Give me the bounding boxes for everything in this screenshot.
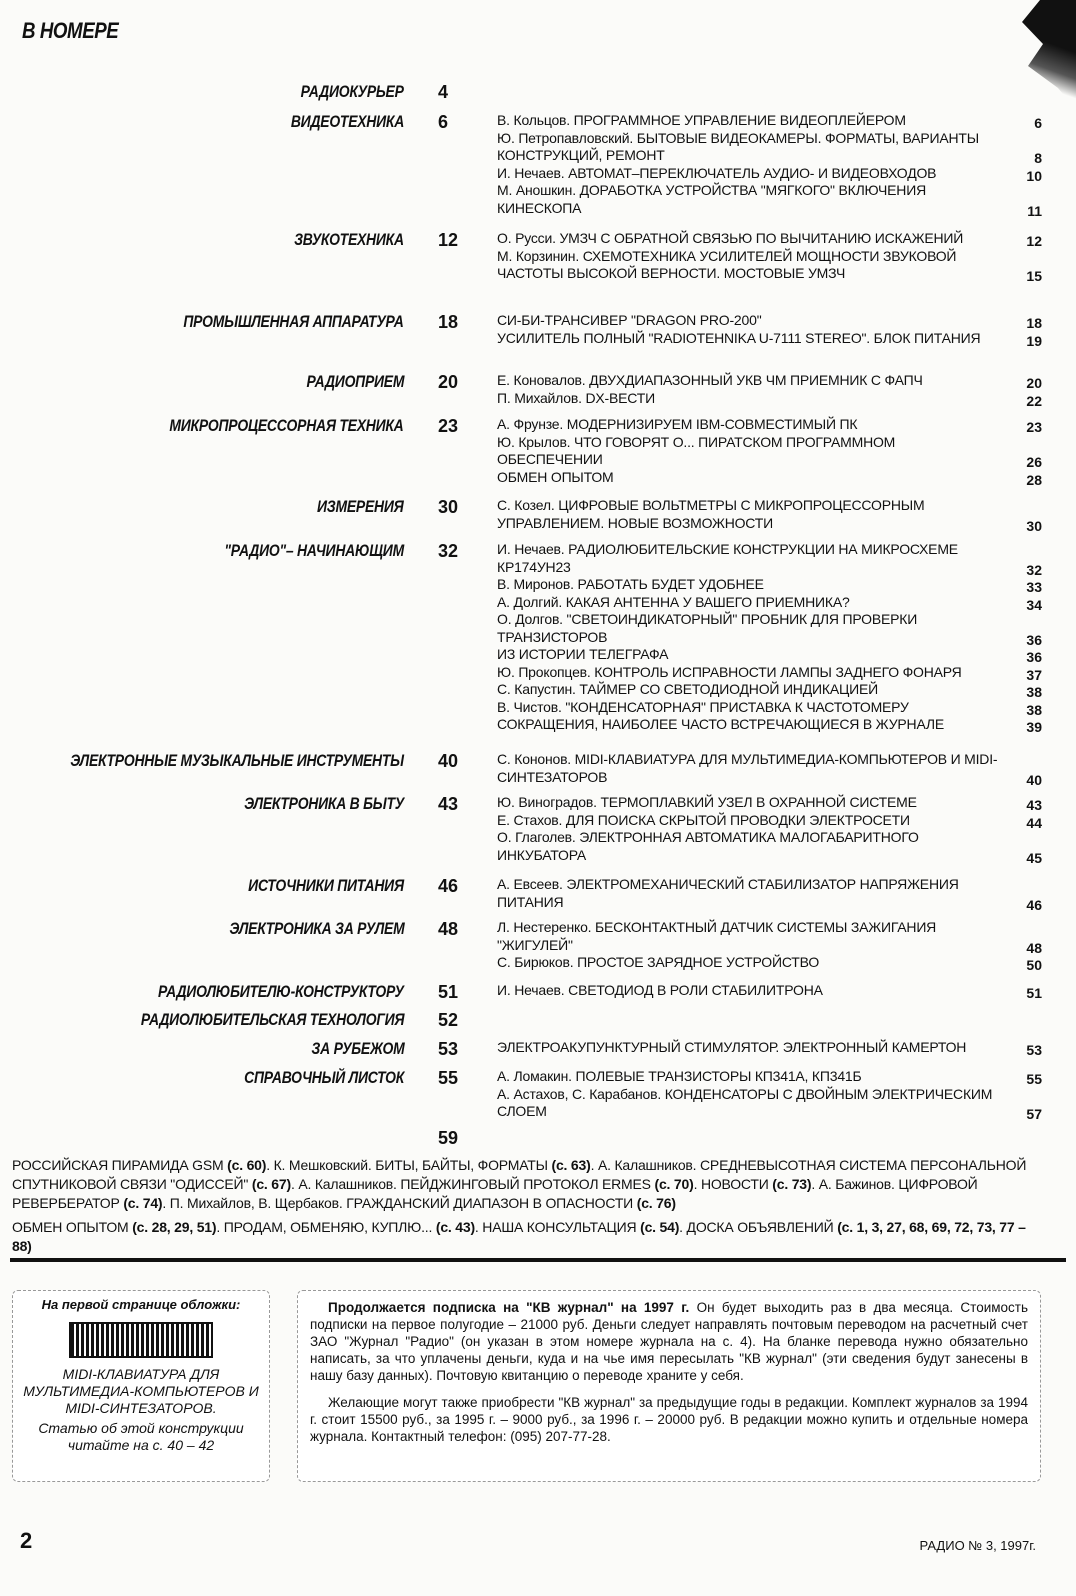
entry-page: 28 bbox=[1026, 471, 1042, 488]
entry-page: 20 bbox=[1026, 375, 1042, 391]
entry-page: 26 bbox=[1026, 454, 1042, 470]
section-page: 12 bbox=[438, 230, 459, 250]
toc-entry bbox=[497, 165, 1042, 183]
entry-page: 11 bbox=[1027, 202, 1042, 219]
midi-keyboard-image bbox=[69, 1322, 213, 1358]
entry-title: И. Нечаев. РАДИОЛЮБИТЕЛЬСКИЕ КОНСТРУКЦИИ НА МИКРОСХЕМЕ КР174УН23 bbox=[497, 541, 958, 575]
section-page: 53 bbox=[438, 1039, 459, 1059]
toc-entry bbox=[497, 434, 1042, 469]
entry-page: 15 bbox=[1026, 268, 1042, 284]
toc-entry bbox=[497, 416, 1042, 434]
toc-entry bbox=[497, 794, 1042, 812]
entry-page: 43 bbox=[1026, 797, 1042, 813]
entry-title: ИЗ ИСТОРИИ ТЕЛЕГРАФА bbox=[497, 646, 669, 662]
section-title: ЭЛЕКТРОННЫЕ МУЗЫКАЛЬНЫЕ ИНСТРУМЕНТЫ bbox=[70, 751, 404, 770]
entry-title: СИ-БИ-ТРАНСИВЕР "DRAGON PRO-200" bbox=[497, 312, 762, 328]
entry-title: П. Михайлов. DX-ВЕСТИ bbox=[497, 389, 655, 406]
section-page: 6 bbox=[438, 112, 449, 132]
article-text: РОССИЙСКАЯ ПИРАМИДА GSM bbox=[12, 1157, 228, 1173]
entry-title: О. Долгов. "СВЕТОИНДИКАТОРНЫЙ" ПРОБНИК ДЛЯ ПРОВЕРКИ ТРАНЗИСТОРОВ bbox=[497, 611, 918, 645]
divider-rule bbox=[10, 1258, 1066, 1262]
entry-title: М. Корзинин. СХЕМОТЕХНИКА УСИЛИТЕЛЕЙ МОЩНОСТИ ЗВУКОВОЙ ЧАСТОТЫ ВЫСОКОЙ ВЕРНОСТИ. МОСТОВЫЕ УМЗЧ bbox=[497, 247, 957, 281]
cover-box-title: На первой странице обложки: bbox=[41, 1297, 241, 1312]
entry-page: 12 bbox=[1026, 233, 1042, 249]
page-reference: (с. 70) bbox=[654, 1176, 694, 1192]
section-page: 4 bbox=[438, 82, 449, 102]
entry-page: 46 bbox=[1026, 896, 1042, 913]
entry-title: С. Бирюков. ПРОСТОЕ ЗАРЯДНОЕ УСТРОЙСТВО bbox=[497, 954, 820, 970]
entry-page: 55 bbox=[1026, 1071, 1042, 1087]
toc-entry bbox=[497, 982, 1042, 1000]
page-reference: (с. 1, 3, 27, 68, 69, 72, 73, 77 – 88) bbox=[12, 1219, 1026, 1254]
entry-title: В. Чистов. "КОНДЕНСАТОРНАЯ" ПРИСТАВКА К ЧАСТОТОМЕРУ bbox=[497, 698, 909, 715]
toc-entry bbox=[497, 497, 1042, 532]
entry-title: Е. Коновалов. ДВУХДИАПАЗОННЫЙ УКВ ЧМ ПРИЕМНИК С ФАПЧ bbox=[497, 372, 923, 388]
entry-page: 45 bbox=[1026, 849, 1042, 866]
entry-page: 34 bbox=[1026, 596, 1042, 613]
entry-title: Л. Нестеренко. БЕСКОНТАКТНЫЙ ДАТЧИК СИСТЕМЫ ЗАЖИГАНИЯ "ЖИГУЛЕЙ" bbox=[497, 919, 937, 953]
entry-title: Е. Стахов. ДЛЯ ПОИСКА СКРЫТОЙ ПРОВОДКИ ЭЛЕКТРОСЕТИ bbox=[497, 811, 910, 828]
article-text: . А. Бажинов. ЦИФРОВОЙ РЕВЕРБЕРАТОР bbox=[12, 1176, 978, 1211]
section-page: 40 bbox=[438, 751, 459, 771]
entry-page: 8 bbox=[1034, 150, 1042, 166]
toc-entry bbox=[497, 182, 1042, 217]
article-text: . ПРОДАМ, ОБМЕНЯЮ, КУПЛЮ... bbox=[216, 1219, 436, 1235]
entry-page: 6 bbox=[1034, 115, 1042, 131]
misc-articles-2 bbox=[12, 1218, 1042, 1256]
entry-page: 33 bbox=[1026, 579, 1042, 595]
section-title: ПРОМЫШЛЕННАЯ АППАРАТУРА bbox=[183, 312, 404, 331]
section-title: РАДИОПРИЕМ bbox=[306, 372, 404, 391]
cover-info-box bbox=[12, 1290, 270, 1482]
entry-title: Ю. Прокопцев. КОНТРОЛЬ ИСПРАВНОСТИ ЛАМПЫ ЗАДНЕГО ФОНАРЯ bbox=[497, 663, 962, 680]
entry-title: ЭЛЕКТРОАКУПУНКТУРНЫЙ СТИМУЛЯТОР. ЭЛЕКТРОННЫЙ КАМЕРТОН bbox=[497, 1039, 967, 1055]
entry-title: А. Долгий. КАКАЯ АНТЕННА У ВАШЕГО ПРИЕМНИКА? bbox=[497, 593, 850, 610]
entry-title: О. Русси. УМЗЧ С ОБРАТНОЙ СВЯЗЬЮ ПО ВЫЧИТАНИЮ ИСКАЖЕНИЙ bbox=[497, 230, 964, 246]
section-title: РАДИОКУРЬЕР bbox=[300, 82, 404, 101]
toc-entry bbox=[497, 919, 1042, 954]
entry-page: 22 bbox=[1026, 392, 1042, 409]
entry-title: И. Нечаев. АВТОМАТ–ПЕРЕКЛЮЧАТЕЛЬ АУДИО- И ВИДЕОВХОДОВ bbox=[497, 164, 937, 181]
page-reference: (с. 60) bbox=[227, 1157, 267, 1173]
section-page: 48 bbox=[438, 919, 459, 939]
subscription-text: Он будет выходить раз в два месяца. Стоимость подписки на первое полугодие – 21000 руб. Деньги следует направлять почтовым переводом на расчетный счет ЗАО "Журнал "Радио" (он указан в этом номере журнала на с. 4). На бланке перевода нужно обязательно написать, за что уплачены деньги, куда и на чье имя пересылать "КВ журнал" (эти сведения будут занесены в нашу базу данных). Почтовую квитанцию о переводе храните у себя. bbox=[310, 1300, 1028, 1383]
toc-entry bbox=[497, 541, 1042, 576]
toc-entry bbox=[497, 390, 1042, 408]
entry-page: 53 bbox=[1026, 1042, 1042, 1058]
cover-box-caption: MIDI-КЛАВИАТУРА ДЛЯ МУЛЬТИМЕДИА-КОМПЬЮТЕРОВ И MIDI-СИНТЕЗАТОРОВ. bbox=[23, 1366, 259, 1416]
entry-title: УСИЛИТЕЛЬ ПОЛНЫЙ "RADIOTEHNIKA U-7111 STEREO". БЛОК ПИТАНИЯ bbox=[497, 329, 981, 346]
section-page: 43 bbox=[438, 794, 459, 814]
section-page: 23 bbox=[438, 416, 459, 436]
section-entries bbox=[497, 794, 1042, 864]
entry-title: А. Евсеев. ЭЛЕКТРОМЕХАНИЧЕСКИЙ СТАБИЛИЗАТОР НАПРЯЖЕНИЯ ПИТАНИЯ bbox=[497, 876, 959, 910]
toc-entry bbox=[497, 312, 1042, 330]
entry-page: 50 bbox=[1026, 957, 1042, 973]
entry-title: А. Ломакин. ПОЛЕВЫЕ ТРАНЗИСТОРЫ КП341А, КП341Б bbox=[497, 1068, 862, 1084]
toc-entry bbox=[497, 611, 1042, 646]
article-text: . А. Калашников. СРЕДНЕВЫСОТНАЯ СИСТЕМА ПЕРСОНАЛЬНОЙ СПУТНИКОВОЙ СВЯЗИ "ОДИССЕЙ" bbox=[12, 1157, 1027, 1192]
entry-title: А. Астахов, С. Карабанов. КОНДЕНСАТОРЫ С ДВОЙНЫМ ЭЛЕКТРИЧЕСКИМ СЛОЕМ bbox=[497, 1085, 993, 1119]
entry-title: В. Кольцов. ПРОГРАММНОЕ УПРАВЛЕНИЕ ВИДЕОПЛЕЙЕРОМ bbox=[497, 112, 906, 128]
section-title: ЗА РУБЕЖОМ bbox=[310, 1039, 404, 1058]
section-title: ВИДЕОТЕХНИКА bbox=[290, 112, 404, 131]
issue-label: РАДИО № 3, 1997г. bbox=[919, 1538, 1036, 1553]
section-title: "РАДИО"– НАЧИНАЮЩИМ bbox=[224, 541, 404, 560]
toc-entry bbox=[497, 372, 1042, 390]
toc-entry bbox=[497, 664, 1042, 682]
entry-page: 38 bbox=[1026, 701, 1042, 718]
entry-title: С. Капустин. ТАЙМЕР СО СВЕТОДИОДНОЙ ИНДИКАЦИЕЙ bbox=[497, 681, 878, 697]
misc-articles-1 bbox=[12, 1156, 1042, 1213]
section-title: МИКРОПРОЦЕССОРНАЯ ТЕХНИКА bbox=[169, 416, 404, 435]
section-entries bbox=[497, 112, 1042, 217]
page-reference: (с. 54) bbox=[640, 1219, 680, 1235]
entry-title: О. Глаголев. ЭЛЕКТРОННАЯ АВТОМАТИКА МАЛОГАБАРИТНОГО ИНКУБАТОРА bbox=[497, 829, 919, 863]
entry-page: 51 bbox=[1026, 985, 1042, 1001]
entry-page: 32 bbox=[1026, 561, 1042, 578]
section-entries bbox=[497, 541, 1042, 734]
section-entries bbox=[497, 312, 1042, 347]
toc-entry bbox=[497, 812, 1042, 830]
section-page: 59 bbox=[438, 1128, 459, 1148]
page-reference: (с. 28, 29, 51) bbox=[132, 1219, 217, 1235]
toc-entry bbox=[497, 716, 1042, 734]
entry-title: А. Фрунзе. МОДЕРНИЗИРУЕМ IBM-СОВМЕСТИМЫЙ ПК bbox=[497, 416, 858, 432]
section-page: 32 bbox=[438, 541, 459, 561]
subscription-lead: Продолжается подписка на "КВ журнал" на 1997 г. bbox=[328, 1300, 690, 1315]
entry-title: С. Кононов. MIDI-КЛАВИАТУРА ДЛЯ МУЛЬТИМЕДИА-КОМПЬЮТЕРОВ И MIDI-СИНТЕЗАТОРОВ bbox=[497, 751, 998, 785]
article-text: . НАША КОНСУЛЬТАЦИЯ bbox=[474, 1219, 641, 1235]
page-reference: (с. 43) bbox=[435, 1219, 475, 1235]
section-entries bbox=[497, 1039, 1042, 1057]
toc-entry bbox=[497, 469, 1042, 487]
section-entries bbox=[497, 497, 1042, 532]
toc-entry bbox=[497, 1068, 1042, 1086]
toc-entry bbox=[497, 112, 1042, 130]
entry-page: 38 bbox=[1026, 684, 1042, 700]
page-reference: (с. 67) bbox=[251, 1176, 291, 1192]
entry-page: 37 bbox=[1026, 666, 1042, 683]
section-page: 55 bbox=[438, 1068, 459, 1088]
entry-page: 57 bbox=[1026, 1106, 1042, 1122]
cover-box-note: Статью об этой конструкции читайте на с. 40 – 42 bbox=[38, 1420, 244, 1453]
section-entries bbox=[497, 919, 1042, 972]
entry-page: 23 bbox=[1026, 419, 1042, 435]
page-number: 2 bbox=[20, 1528, 33, 1553]
toc-entry bbox=[497, 876, 1042, 911]
back-issues-text: Желающие могут также приобрести "КВ журнал" за предыдущие годы в редакции. Комплект журналов за 1994 г. стоит 15500 руб., за 1995 г. – 9000 руб., за 1996 г. – 20000 руб. В редакции можно купить и отдельные номера журнала. Контактный телефон: (095) 207-77-28. bbox=[310, 1395, 1028, 1444]
section-title: ЭЛЕКТРОНИКА ЗА РУЛЕМ bbox=[228, 919, 404, 938]
section-entries bbox=[497, 751, 1042, 786]
page-reference: (с. 76) bbox=[636, 1195, 676, 1211]
article-text: ОБМЕН ОПЫТОМ bbox=[12, 1219, 133, 1235]
article-text: . А. Калашников. ПЕЙДЖИНГОВЫЙ ПРОТОКОЛ ERMES bbox=[290, 1176, 655, 1192]
page-reference: (с. 63) bbox=[551, 1157, 591, 1173]
corner-decoration bbox=[1016, 0, 1076, 110]
toc-entry bbox=[497, 576, 1042, 594]
subscription-box bbox=[297, 1290, 1041, 1482]
section-entries bbox=[497, 876, 1042, 911]
entry-title: Ю. Петропавловский. БЫТОВЫЕ ВИДЕОКАМЕРЫ. ФОРМАТЫ, ВАРИАНТЫ КОНСТРУКЦИЙ, РЕМОНТ bbox=[497, 129, 979, 163]
toc-entry bbox=[497, 699, 1042, 717]
section-page: 46 bbox=[438, 876, 459, 896]
section-title: ЭЛЕКТРОНИКА В БЫТУ bbox=[244, 794, 404, 813]
section-entries bbox=[497, 372, 1042, 407]
toc-entry bbox=[497, 330, 1042, 348]
entry-title: И. Нечаев. СВЕТОДИОД В РОЛИ СТАБИЛИТРОНА bbox=[497, 982, 823, 998]
toc-entry bbox=[497, 954, 1042, 972]
page-reference: (с. 74) bbox=[123, 1195, 163, 1211]
entry-page: 36 bbox=[1026, 649, 1042, 665]
entry-page: 19 bbox=[1026, 332, 1042, 349]
section-title: РАДИОЛЮБИТЕЛЮ-КОНСТРУКТОРУ bbox=[158, 982, 404, 1001]
entry-title: ОБМЕН ОПЫТОМ bbox=[497, 468, 614, 485]
article-text: . ДОСКА ОБЪЯВЛЕНИЙ bbox=[679, 1219, 838, 1235]
page-reference: (с. 73) bbox=[772, 1176, 812, 1192]
section-page: 18 bbox=[438, 312, 459, 332]
entry-page: 30 bbox=[1026, 517, 1042, 534]
entry-title: В. Миронов. РАБОТАТЬ БУДЕТ УДОБНЕЕ bbox=[497, 576, 764, 592]
entry-page: 44 bbox=[1026, 814, 1042, 831]
section-title: ЗВУКОТЕХНИКА bbox=[294, 230, 404, 249]
article-text: . П. Михайлов, В. Щербаков. ГРАЖДАНСКИЙ ДИАПАЗОН В ОПАСНОСТИ bbox=[162, 1195, 637, 1211]
toc-entry bbox=[497, 751, 1042, 786]
section-title: РАДИОЛЮБИТЕЛЬСКАЯ ТЕХНОЛОГИЯ bbox=[140, 1010, 404, 1029]
section-page: 52 bbox=[438, 1010, 459, 1030]
entry-page: 39 bbox=[1026, 719, 1042, 735]
entry-page: 36 bbox=[1026, 631, 1042, 648]
section-title: ИЗМЕРЕНИЯ bbox=[317, 497, 404, 516]
toc-entry bbox=[497, 1039, 1042, 1057]
toc-entry bbox=[497, 681, 1042, 699]
section-title: СПРАВОЧНЫЙ ЛИСТОК bbox=[244, 1068, 404, 1087]
section-entries bbox=[497, 1068, 1042, 1121]
entry-page: 40 bbox=[1026, 771, 1042, 788]
article-text: . К. Мешковский. БИТЫ, БАЙТЫ, ФОРМАТЫ bbox=[266, 1157, 552, 1173]
section-page: 30 bbox=[438, 497, 459, 517]
entry-title: С. Козел. ЦИФРОВЫЕ ВОЛЬТМЕТРЫ С МИКРОПРОЦЕССОРНЫМ УПРАВЛЕНИЕМ. НОВЫЕ ВОЗМОЖНОСТИ bbox=[497, 497, 925, 531]
toc-entry bbox=[497, 1086, 1042, 1121]
entry-page: 48 bbox=[1026, 939, 1042, 956]
toc-entry bbox=[497, 248, 1042, 283]
toc-entry bbox=[497, 230, 1042, 248]
section-entries bbox=[497, 982, 1042, 1000]
entry-title: М. Аношкин. ДОРАБОТКА УСТРОЙСТВА "МЯГКОГО" ВКЛЮЧЕНИЯ КИНЕСКОПА bbox=[497, 182, 926, 216]
section-page: 20 bbox=[438, 372, 459, 392]
section-title: ИСТОЧНИКИ ПИТАНИЯ bbox=[248, 876, 404, 895]
toc-entry bbox=[497, 829, 1042, 864]
toc-entry bbox=[497, 646, 1042, 664]
section-entries bbox=[497, 416, 1042, 486]
toc-entry bbox=[497, 130, 1042, 165]
section-entries bbox=[497, 230, 1042, 283]
toc-entry bbox=[497, 594, 1042, 612]
entry-page: 18 bbox=[1026, 315, 1042, 331]
entry-title: Ю. Виноградов. ТЕРМОПЛАВКИЙ УЗЕЛ В ОХРАННОЙ СИСТЕМЕ bbox=[497, 794, 917, 810]
entry-title: Ю. Крылов. ЧТО ГОВОРЯТ О... ПИРАТСКОМ ПРОГРАММНОМ ОБЕСПЕЧЕНИИ bbox=[497, 433, 896, 467]
section-page: 51 bbox=[438, 982, 459, 1002]
entry-page: 10 bbox=[1026, 167, 1042, 184]
entry-title: СОКРАЩЕНИЯ, НАИБОЛЕЕ ЧАСТО ВСТРЕЧАЮЩИЕСЯ В ЖУРНАЛЕ bbox=[497, 716, 945, 732]
article-text: . НОВОСТИ bbox=[693, 1176, 773, 1192]
page-title: В НОМЕРЕ bbox=[22, 18, 119, 43]
